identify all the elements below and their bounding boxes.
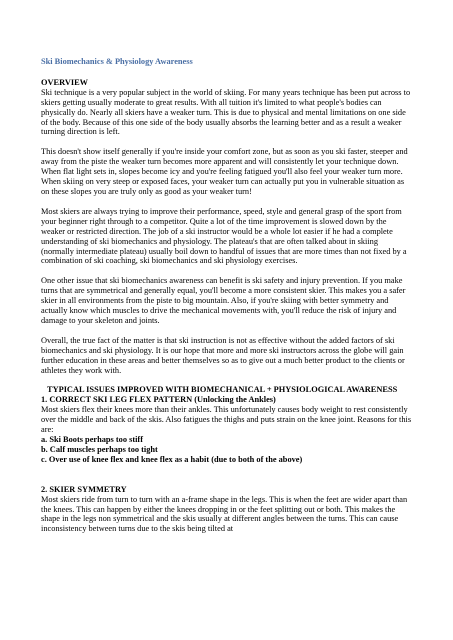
section-1-heading: 1. CORRECT SKI LEG FLEX PATTERN (Unlocking the Ankles) — [41, 395, 276, 405]
section-2-text: Most skiers ride from turn to turn with an a-frame shape in the legs. This is when the feet are wider apart than the knees. This can happen by either the knees dropping in or the feet splitting out or both. This makes the shape in the legs non symmetrical and the skis usually at different angles between the turns. This can cause inconsistency between turns due to the skis being tilted at — [41, 494, 408, 534]
paragraph-5: Overall, the true fact of the matter is that ski instruction is not as effective without the added factors of ski biomechanics and ski physiology. It is our hope that more and more ski instructors across the globe will gain further education in these areas and better themselves so as to give out a much better product to the clients or athletes they work with. — [41, 335, 405, 375]
spacer — [41, 465, 412, 475]
paragraph-4: One other issue that ski biomechanics awareness can benefit is ski safety and injury prevention. If you make turns that are symmetrical and generally equal, you'll become a more consistent skier. This makes you a safer skier in all environments from the piste to big mountain. Also, if you're skiing with better symmetry and actually know which muscles to drive the mechanical movements with, you'll reduce the risk of injury and damage to your skeleton and joints. — [41, 276, 406, 325]
paragraph-3: Most skiers are always trying to improve their performance, speed, style and general grasp of the sport from your beginner right through to a competitor. Quite a lot of the time improvement is slowed down by the weaker or restricted direction. The job of a ski instructor would be a whole lot easier if he had a complete understanding of ski biomechanics and physiology. The plateau's that are often talked about in skiing (normally intermediate plateau) usually boil down to handful of issues that are more times than not fixed by a combination of ski coaching, ski biomechanics and ski physiology exercises. — [41, 206, 407, 266]
section-1-item-b: b. Calf muscles perhaps too tight — [41, 444, 158, 454]
section-2-heading: 2. SKIER SYMMETRY — [41, 484, 127, 494]
paragraph-1: Ski technique is a very popular subject in the world of skiing. For many years technique has been put across to skiers getting usually moderate to great results. With all tuition it's limited to what people's bodies can physically do. Nearly all skiers have a weaker turn. This is due to physical and mental limitations on one side of the body. Because of this one side of the body usually absorbs the learning better and as a result a weaker turning direction is left. — [41, 87, 411, 137]
spacer — [41, 475, 412, 485]
section-1-text: Most skiers flex their knees more than their ankles. This unfortunately causes body weight to rest consistently over the middle and back of the skis. Also fatigues the thighs and puts strain on the knee joint. Reasons for this are: — [41, 405, 412, 435]
section-1-item-a: a. Ski Boots perhaps too stiff — [41, 435, 143, 444]
paragraph-2: This doesn't show itself generally if you're inside your comfort zone, but as soon as you ski faster, steeper and away from the piste the weaker turn becomes more apparent and will consistently let your technique down. When flat light sets in, slopes become icy and you're feeling fatigued you'll also feel your weaker turn more. When skiing on very steep or exposed faces, your weaker turn can actually put you in vulnerable situation as on these slopes you are truly only as good as your weaker turn! — [41, 147, 408, 196]
overview-heading: OVERVIEW — [41, 77, 88, 87]
section-1-item-c: c. Over use of knee flex and knee flex as a habit (due to both of the above) — [41, 454, 303, 464]
typical-issues-heading: TYPICAL ISSUES IMPROVED WITH BIOMECHANICAL + PHYSIOLOGICAL AWARENESS — [47, 385, 398, 395]
document-title: Ski Biomechanics & Physiology Awareness — [41, 57, 193, 66]
